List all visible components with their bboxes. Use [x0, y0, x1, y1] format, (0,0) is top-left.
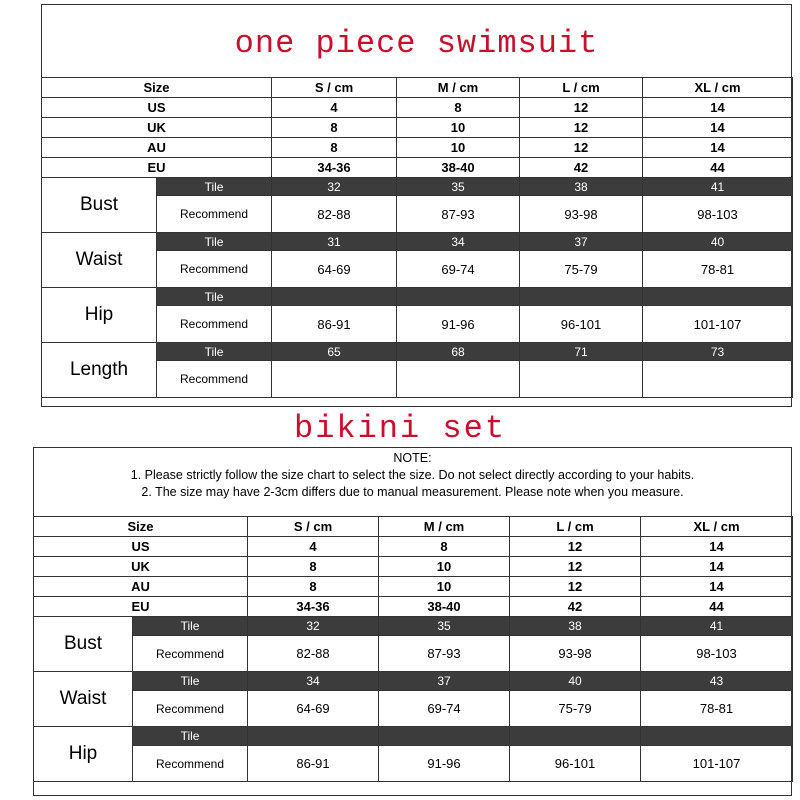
size-value: 14 [643, 98, 793, 118]
size-value: 14 [641, 577, 793, 597]
tile-label: Tile [157, 178, 272, 196]
tile-value: 73 [643, 343, 793, 361]
size-value: 8 [397, 98, 520, 118]
note-line-1: 1. Please strictly follow the size chart to select the size. Do not select directly according to your habits. [130, 468, 695, 482]
size-value: 34-36 [272, 158, 397, 178]
tile-label: Tile [157, 343, 272, 361]
tile-value [510, 727, 641, 746]
tile-label: Tile [133, 617, 248, 636]
tile-value [643, 288, 793, 306]
size-row-label: US [34, 537, 248, 557]
tile-value: 40 [510, 672, 641, 691]
size-value: 14 [643, 138, 793, 158]
recommend-value: 87-93 [397, 196, 520, 233]
measurement-name: Waist [34, 672, 133, 727]
size-row [42, 98, 793, 118]
recommend-value [643, 361, 793, 398]
recommend-label: Recommend [133, 746, 248, 782]
recommend-value: 93-98 [510, 636, 641, 672]
bikini-title: bikini set [293, 410, 507, 447]
tile-value [520, 288, 643, 306]
bikini-note [34, 448, 791, 518]
recommend-value: 96-101 [520, 306, 643, 343]
tile-value: 35 [379, 617, 510, 636]
tile-value: 31 [272, 233, 397, 251]
size-value: 42 [520, 158, 643, 178]
size-col-header: L / cm [520, 78, 643, 98]
tile-value [641, 727, 793, 746]
recommend-value: 91-96 [397, 306, 520, 343]
size-value: 10 [379, 557, 510, 577]
size-value: 12 [520, 98, 643, 118]
recommend-row [34, 746, 793, 782]
tile-value: 68 [397, 343, 520, 361]
recommend-value [272, 361, 397, 398]
bikini-frame [33, 447, 792, 796]
recommend-value: 75-79 [520, 251, 643, 288]
size-value: 10 [397, 118, 520, 138]
tile-value: 43 [641, 672, 793, 691]
size-value: 12 [520, 118, 643, 138]
tile-row [42, 288, 793, 306]
recommend-row [34, 691, 793, 727]
recommend-value: 96-101 [510, 746, 641, 782]
tile-value [379, 727, 510, 746]
recommend-value: 87-93 [379, 636, 510, 672]
size-row [42, 118, 793, 138]
recommend-label: Recommend [133, 691, 248, 727]
size-value: 12 [520, 138, 643, 158]
size-value: 14 [641, 557, 793, 577]
size-row-label: AU [34, 577, 248, 597]
tile-label: Tile [133, 727, 248, 746]
size-value: 8 [272, 138, 397, 158]
size-row-label: UK [34, 557, 248, 577]
size-col-header: M / cm [379, 517, 510, 537]
tile-value: 38 [520, 178, 643, 196]
tile-value: 71 [520, 343, 643, 361]
recommend-value: 64-69 [272, 251, 397, 288]
size-value: 42 [510, 597, 641, 617]
size-value: 12 [510, 537, 641, 557]
size-value: 44 [643, 158, 793, 178]
recommend-value: 82-88 [248, 636, 379, 672]
tile-value [272, 288, 397, 306]
recommend-value: 93-98 [520, 196, 643, 233]
tile-value: 37 [520, 233, 643, 251]
size-row-label: EU [42, 158, 272, 178]
measurement-name: Waist [42, 233, 157, 288]
tile-value: 40 [643, 233, 793, 251]
size-value: 44 [641, 597, 793, 617]
measurement-name: Hip [42, 288, 157, 343]
recommend-label: Recommend [157, 196, 272, 233]
size-row [34, 577, 793, 597]
tile-label: Tile [157, 288, 272, 306]
recommend-value: 101-107 [641, 746, 793, 782]
measurement-name: Length [42, 343, 157, 398]
size-value: 12 [510, 557, 641, 577]
size-value: 8 [379, 537, 510, 557]
recommend-value: 78-81 [643, 251, 793, 288]
tile-value: 65 [272, 343, 397, 361]
size-row-label: EU [34, 597, 248, 617]
tile-row [34, 727, 793, 746]
size-value: 38-40 [379, 597, 510, 617]
size-row [34, 597, 793, 617]
header-row [34, 517, 793, 537]
tile-row [34, 672, 793, 691]
measurement-name: Bust [42, 178, 157, 233]
one-piece-frame [41, 4, 792, 407]
recommend-value: 69-74 [379, 691, 510, 727]
tile-value [397, 288, 520, 306]
measurement-name: Hip [34, 727, 133, 782]
size-value: 12 [510, 577, 641, 597]
recommend-value: 78-81 [641, 691, 793, 727]
size-row [34, 537, 793, 557]
size-col-header: L / cm [510, 517, 641, 537]
tile-value: 41 [643, 178, 793, 196]
tile-value: 32 [248, 617, 379, 636]
tile-row [42, 343, 793, 361]
recommend-value: 86-91 [272, 306, 397, 343]
recommend-value: 86-91 [248, 746, 379, 782]
size-row-label: AU [42, 138, 272, 158]
size-col-header: M / cm [397, 78, 520, 98]
tile-row [34, 617, 793, 636]
recommend-label: Recommend [157, 251, 272, 288]
one-piece-size-table [41, 77, 793, 398]
one-piece-title: one piece swimsuit [234, 25, 599, 62]
header-row [42, 78, 793, 98]
recommend-label: Recommend [133, 636, 248, 672]
tile-label: Tile [157, 233, 272, 251]
tile-value: 32 [272, 178, 397, 196]
size-value: 14 [641, 537, 793, 557]
tile-value: 38 [510, 617, 641, 636]
tile-row [42, 178, 793, 196]
recommend-value: 98-103 [641, 636, 793, 672]
size-value: 10 [397, 138, 520, 158]
size-row-label: UK [42, 118, 272, 138]
recommend-value [520, 361, 643, 398]
note-title: NOTE: [393, 451, 432, 465]
size-value: 8 [272, 118, 397, 138]
recommend-value [397, 361, 520, 398]
size-col-header: S / cm [248, 517, 379, 537]
recommend-value: 82-88 [272, 196, 397, 233]
size-row [42, 158, 793, 178]
size-col-header: XL / cm [643, 78, 793, 98]
size-row [34, 557, 793, 577]
bikini-size-table [33, 516, 793, 782]
size-value: 4 [272, 98, 397, 118]
size-value: 34-36 [248, 597, 379, 617]
size-header: Size [34, 517, 248, 537]
size-value: 8 [248, 577, 379, 597]
tile-value: 41 [641, 617, 793, 636]
tile-value: 37 [379, 672, 510, 691]
recommend-label: Recommend [157, 361, 272, 398]
tile-value: 34 [248, 672, 379, 691]
recommend-value: 91-96 [379, 746, 510, 782]
size-row [42, 138, 793, 158]
tile-row [42, 233, 793, 251]
size-value: 38-40 [397, 158, 520, 178]
recommend-value: 75-79 [510, 691, 641, 727]
size-value: 8 [248, 557, 379, 577]
tile-label: Tile [133, 672, 248, 691]
note-line-2: 2. The size may have 2-3cm differs due to manual measurement. Please note when you measure. [141, 485, 684, 499]
measurement-name: Bust [34, 617, 133, 672]
size-value: 4 [248, 537, 379, 557]
tile-value: 34 [397, 233, 520, 251]
size-value: 14 [643, 118, 793, 138]
recommend-value: 101-107 [643, 306, 793, 343]
recommend-label: Recommend [157, 306, 272, 343]
size-col-header: XL / cm [641, 517, 793, 537]
size-col-header: S / cm [272, 78, 397, 98]
tile-value: 35 [397, 178, 520, 196]
recommend-row [34, 636, 793, 672]
size-value: 10 [379, 577, 510, 597]
size-row-label: US [42, 98, 272, 118]
tile-value [248, 727, 379, 746]
recommend-value: 64-69 [248, 691, 379, 727]
recommend-value: 69-74 [397, 251, 520, 288]
size-header: Size [42, 78, 272, 98]
recommend-value: 98-103 [643, 196, 793, 233]
